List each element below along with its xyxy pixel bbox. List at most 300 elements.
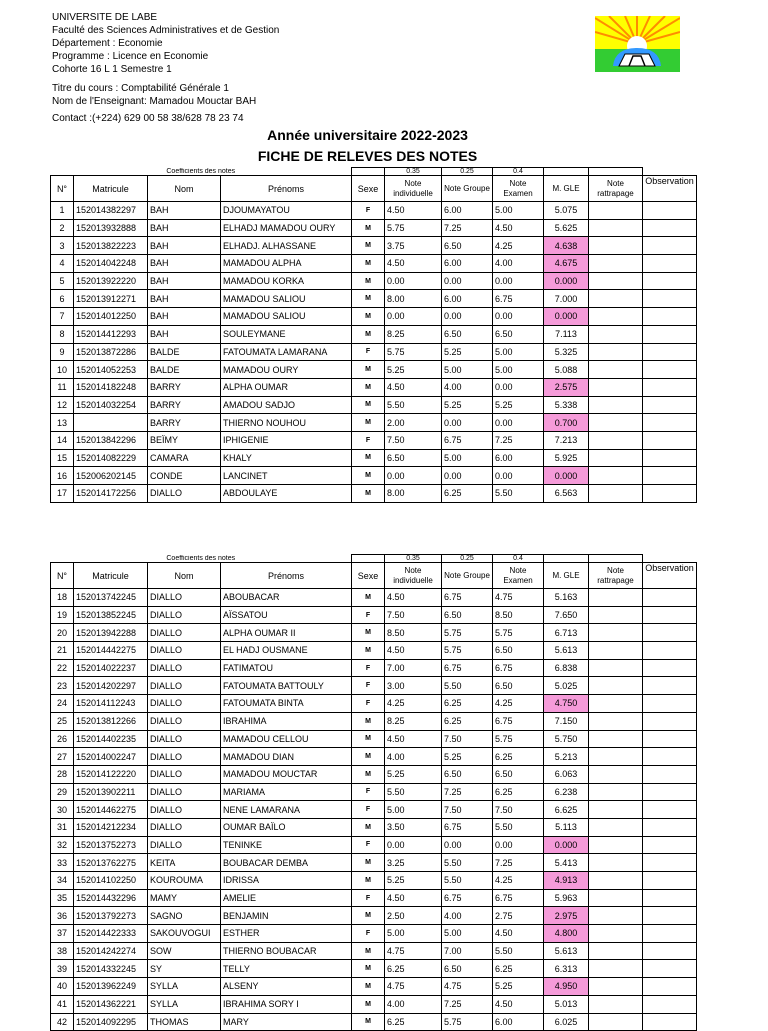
row-matricule: 152013822223 [74,237,148,255]
row-note-exam: 0.00 [493,308,544,326]
row-note-group: 6.25 [442,712,493,730]
coef-row [51,555,697,563]
col-num: N° [51,176,74,202]
row-nom: BARRY [148,396,221,414]
row-note-exam: 5.50 [493,485,544,503]
row-num: 4 [51,255,74,273]
row-observation [643,818,697,836]
row-mgle: 5.025 [544,677,589,695]
row-sexe: F [352,677,385,695]
table-row [51,431,697,449]
row-note-indiv: 8.00 [385,290,442,308]
row-prenoms: ALPHA OUMAR [221,378,352,396]
row-prenoms: SOULEYMANE [221,325,352,343]
row-sexe: M [352,272,385,290]
row-mgle: 7.650 [544,606,589,624]
col-mgle: M. GLE [544,563,589,589]
row-mgle: 6.238 [544,783,589,801]
row-mgle: 5.013 [544,995,589,1013]
row-num: 38 [51,942,74,960]
cohort: Cohorte 16 L 1 Semestre 1 [52,64,172,75]
row-mgle: 0.000 [544,308,589,326]
row-sexe: M [352,730,385,748]
table-row [51,308,697,326]
row-nom: BARRY [148,414,221,432]
table-row [51,748,697,766]
row-note-indiv: 0.00 [385,272,442,290]
row-note-indiv: 2.00 [385,414,442,432]
row-prenoms: ELHADJ MAMADOU OURY [221,219,352,237]
row-observation [643,378,697,396]
row-num: 26 [51,730,74,748]
row-note-indiv: 3.50 [385,818,442,836]
row-num: 31 [51,818,74,836]
row-note-exam: 6.25 [493,748,544,766]
row-note-exam: 6.50 [493,642,544,660]
row-rattrapage [589,431,643,449]
table-row [51,942,697,960]
coef-empty [589,555,643,563]
row-observation [643,290,697,308]
row-sexe: M [352,818,385,836]
row-observation [643,431,697,449]
row-matricule: 152013912271 [74,290,148,308]
row-observation [643,449,697,467]
row-note-group: 6.50 [442,606,493,624]
row-rattrapage [589,995,643,1013]
row-rattrapage [589,202,643,220]
col-note-group: Note Groupe [442,563,493,589]
row-note-exam: 6.75 [493,889,544,907]
row-mgle: 0.000 [544,836,589,854]
course-title: Titre du cours : Comptabilité Générale 1 [52,83,229,94]
table-row [51,1013,697,1031]
row-num: 18 [51,589,74,607]
row-note-group: 6.00 [442,290,493,308]
row-mgle: 6.025 [544,1013,589,1031]
row-sexe: M [352,907,385,925]
table-row [51,202,697,220]
table-row [51,907,697,925]
row-rattrapage [589,854,643,872]
row-note-exam: 5.25 [493,978,544,996]
row-prenoms: ALSENY [221,978,352,996]
table-row [51,396,697,414]
row-rattrapage [589,783,643,801]
row-prenoms: MAMADOU ALPHA [221,255,352,273]
row-note-group: 7.00 [442,942,493,960]
row-rattrapage [589,872,643,890]
row-observation [643,606,697,624]
row-note-indiv: 4.50 [385,642,442,660]
row-observation [643,659,697,677]
coef-row [51,168,697,176]
row-note-indiv: 6.50 [385,449,442,467]
row-nom: BAH [148,237,221,255]
row-sexe: M [352,1013,385,1031]
row-matricule: 152013942288 [74,624,148,642]
row-rattrapage [589,325,643,343]
row-rattrapage [589,219,643,237]
col-matricule: Matricule [74,176,148,202]
row-note-indiv: 5.75 [385,343,442,361]
row-observation [643,485,697,503]
row-note-exam: 7.25 [493,854,544,872]
row-matricule: 152014412293 [74,325,148,343]
row-nom: BARRY [148,378,221,396]
row-note-exam: 5.25 [493,396,544,414]
row-matricule: 152014052253 [74,361,148,379]
row-note-indiv: 0.00 [385,308,442,326]
row-note-exam: 4.50 [493,925,544,943]
row-note-group: 5.25 [442,396,493,414]
row-rattrapage [589,818,643,836]
row-sexe: F [352,783,385,801]
row-sexe: F [352,801,385,819]
row-rattrapage [589,606,643,624]
table-row [51,378,697,396]
row-sexe: M [352,712,385,730]
row-note-indiv: 0.00 [385,836,442,854]
row-note-indiv: 4.00 [385,748,442,766]
row-mgle: 7.213 [544,431,589,449]
row-observation [643,677,697,695]
row-rattrapage [589,414,643,432]
row-sexe: F [352,889,385,907]
row-observation [643,783,697,801]
table-row [51,801,697,819]
col-sexe: Sexe [352,563,385,589]
course-block [52,82,256,125]
coef-empty [589,168,643,176]
table-row [51,730,697,748]
row-note-indiv: 4.75 [385,942,442,960]
row-matricule: 152014172256 [74,485,148,503]
table-row [51,343,697,361]
col-prenoms: Prénoms [221,563,352,589]
row-note-indiv: 2.50 [385,907,442,925]
row-note-exam: 4.25 [493,872,544,890]
header-row [51,176,697,202]
row-note-group: 6.25 [442,695,493,713]
row-note-indiv: 4.50 [385,889,442,907]
row-observation [643,308,697,326]
row-mgle: 4.800 [544,925,589,943]
row-observation [643,467,697,485]
university-logo [595,16,680,72]
row-matricule: 152006202145 [74,467,148,485]
row-sexe: M [352,361,385,379]
row-observation [643,801,697,819]
row-num: 20 [51,624,74,642]
row-rattrapage [589,765,643,783]
col-nom: Nom [148,176,221,202]
row-note-group: 6.50 [442,237,493,255]
row-prenoms: IBRAHIMA SORY I [221,995,352,1013]
row-num: 12 [51,396,74,414]
row-note-exam: 5.75 [493,624,544,642]
header-row [51,563,697,589]
row-matricule: 152014212234 [74,818,148,836]
row-rattrapage [589,467,643,485]
row-note-group: 5.50 [442,872,493,890]
row-rattrapage [589,343,643,361]
table-row [51,325,697,343]
table-row [51,237,697,255]
row-mgle: 5.963 [544,889,589,907]
row-note-indiv: 5.25 [385,765,442,783]
row-observation [643,1013,697,1031]
row-prenoms: AÏSSATOU [221,606,352,624]
row-nom: DIALLO [148,606,221,624]
table-row [51,589,697,607]
row-nom: CAMARA [148,449,221,467]
col-note-exam: Note Examen [493,563,544,589]
row-note-group: 5.00 [442,361,493,379]
row-note-indiv: 8.25 [385,325,442,343]
col-sexe: Sexe [352,176,385,202]
row-rattrapage [589,272,643,290]
row-num: 8 [51,325,74,343]
row-num: 21 [51,642,74,660]
row-num: 24 [51,695,74,713]
row-nom: DIALLO [148,677,221,695]
row-rattrapage [589,889,643,907]
row-nom: DIALLO [148,836,221,854]
row-note-exam: 4.50 [493,219,544,237]
row-prenoms: BOUBACAR DEMBA [221,854,352,872]
row-sexe: M [352,485,385,503]
row-note-group: 5.00 [442,925,493,943]
row-mgle: 4.913 [544,872,589,890]
row-note-group: 0.00 [442,836,493,854]
row-matricule: 152013752273 [74,836,148,854]
row-note-indiv: 4.50 [385,730,442,748]
row-prenoms: TELLY [221,960,352,978]
row-prenoms: MAMADOU CELLOU [221,730,352,748]
table-row [51,818,697,836]
row-matricule: 152014202297 [74,677,148,695]
row-note-group: 5.00 [442,449,493,467]
row-num: 32 [51,836,74,854]
row-note-indiv: 4.25 [385,695,442,713]
row-matricule: 152014002247 [74,748,148,766]
row-rattrapage [589,255,643,273]
row-rattrapage [589,308,643,326]
table-row [51,854,697,872]
col-prenoms: Prénoms [221,176,352,202]
row-nom: KEITA [148,854,221,872]
row-sexe: M [352,589,385,607]
row-nom: DIALLO [148,730,221,748]
row-num: 22 [51,659,74,677]
row-mgle: 5.613 [544,642,589,660]
row-rattrapage [589,485,643,503]
row-nom: DIALLO [148,818,221,836]
row-matricule: 152014442275 [74,642,148,660]
row-nom: MAMY [148,889,221,907]
row-note-group: 4.00 [442,378,493,396]
col-note-indiv: Note individuelle [385,563,442,589]
row-note-group: 7.50 [442,801,493,819]
row-observation [643,907,697,925]
row-num: 42 [51,1013,74,1031]
row-num: 30 [51,801,74,819]
row-nom: CONDE [148,467,221,485]
row-prenoms: AMELIE [221,889,352,907]
row-matricule: 152014032254 [74,396,148,414]
row-matricule: 152014112243 [74,695,148,713]
row-matricule: 152014012250 [74,308,148,326]
row-note-indiv: 4.00 [385,995,442,1013]
row-rattrapage [589,712,643,730]
row-prenoms: FATOUMATA LAMARANA [221,343,352,361]
col-mgle: M. GLE [544,176,589,202]
row-observation [643,219,697,237]
table-row [51,485,697,503]
row-note-group: 6.75 [442,889,493,907]
row-rattrapage [589,907,643,925]
row-note-group: 7.50 [442,730,493,748]
row-note-exam: 6.75 [493,290,544,308]
row-mgle: 6.713 [544,624,589,642]
row-prenoms: ALPHA OUMAR II [221,624,352,642]
row-note-group: 6.00 [442,202,493,220]
row-mgle: 2.975 [544,907,589,925]
row-rattrapage [589,396,643,414]
row-mgle: 5.075 [544,202,589,220]
row-mgle: 5.113 [544,818,589,836]
row-matricule: 152013922220 [74,272,148,290]
row-note-exam: 6.25 [493,960,544,978]
row-prenoms: MAMADOU OURY [221,361,352,379]
row-mgle: 4.638 [544,237,589,255]
row-rattrapage [589,659,643,677]
row-matricule: 152014332245 [74,960,148,978]
row-note-exam: 4.00 [493,255,544,273]
row-nom: SAGNO [148,907,221,925]
row-prenoms: AMADOU SADJO [221,396,352,414]
grades-table-1 [50,167,697,503]
row-note-group: 5.75 [442,1013,493,1031]
row-matricule: 152014102250 [74,872,148,890]
row-mgle: 6.838 [544,659,589,677]
row-mgle: 4.675 [544,255,589,273]
row-note-exam: 6.75 [493,712,544,730]
row-rattrapage [589,748,643,766]
coef-empty [352,555,385,563]
row-note-group: 6.25 [442,485,493,503]
row-prenoms: DJOUMAYATOU [221,202,352,220]
row-note-group: 6.75 [442,431,493,449]
row-rattrapage [589,378,643,396]
row-sexe: M [352,960,385,978]
row-num: 35 [51,889,74,907]
row-num: 9 [51,343,74,361]
row-mgle: 6.313 [544,960,589,978]
row-note-group: 4.75 [442,978,493,996]
row-sexe: M [352,449,385,467]
row-note-group: 7.25 [442,219,493,237]
row-rattrapage [589,695,643,713]
col-note-indiv: Note individuelle [385,176,442,202]
table-row [51,624,697,642]
row-prenoms: IBRAHIMA [221,712,352,730]
row-observation [643,361,697,379]
row-note-group: 5.25 [442,343,493,361]
row-observation [643,237,697,255]
department: Département : Economie [52,38,163,49]
row-mgle: 7.113 [544,325,589,343]
row-observation [643,960,697,978]
row-matricule: 152013792273 [74,907,148,925]
row-num: 10 [51,361,74,379]
row-note-exam: 7.50 [493,801,544,819]
row-prenoms: BENJAMIN [221,907,352,925]
teacher-name: Nom de l'Enseignant: Mamadou Mouctar BAH [52,96,257,107]
table-row [51,925,697,943]
row-matricule: 152013812266 [74,712,148,730]
row-nom: SYLLA [148,995,221,1013]
row-rattrapage [589,677,643,695]
row-observation [643,942,697,960]
header-block [52,11,279,76]
row-sexe: M [352,255,385,273]
col-rattrapage: Note rattrapage [589,563,643,589]
row-num: 11 [51,378,74,396]
table-row [51,290,697,308]
row-observation [643,624,697,642]
row-mgle: 4.950 [544,978,589,996]
row-rattrapage [589,836,643,854]
row-note-indiv: 5.00 [385,801,442,819]
row-sexe: M [352,290,385,308]
row-note-group: 6.75 [442,589,493,607]
row-num: 15 [51,449,74,467]
row-prenoms: TENINKE [221,836,352,854]
row-observation [643,765,697,783]
row-note-indiv: 4.50 [385,378,442,396]
row-note-exam: 5.00 [493,343,544,361]
row-num: 29 [51,783,74,801]
row-sexe: M [352,219,385,237]
row-note-group: 6.50 [442,765,493,783]
university-name: UNIVERSITE DE LABE [52,12,158,23]
row-prenoms: FATOUMATA BATTOULY [221,677,352,695]
row-mgle: 4.750 [544,695,589,713]
row-sexe: F [352,343,385,361]
row-note-exam: 5.75 [493,730,544,748]
row-rattrapage [589,978,643,996]
row-note-indiv: 3.00 [385,677,442,695]
row-note-exam: 0.00 [493,467,544,485]
row-note-indiv: 8.50 [385,624,442,642]
row-note-indiv: 0.00 [385,467,442,485]
table-row [51,978,697,996]
row-mgle: 7.150 [544,712,589,730]
row-num: 19 [51,606,74,624]
row-nom: BAH [148,219,221,237]
table-row [51,255,697,273]
table-row [51,872,697,890]
row-mgle: 0.700 [544,414,589,432]
row-nom: BAH [148,325,221,343]
row-nom: BAH [148,255,221,273]
row-note-indiv: 4.50 [385,202,442,220]
row-matricule: 152014182248 [74,378,148,396]
row-sexe: F [352,695,385,713]
table-row [51,467,697,485]
